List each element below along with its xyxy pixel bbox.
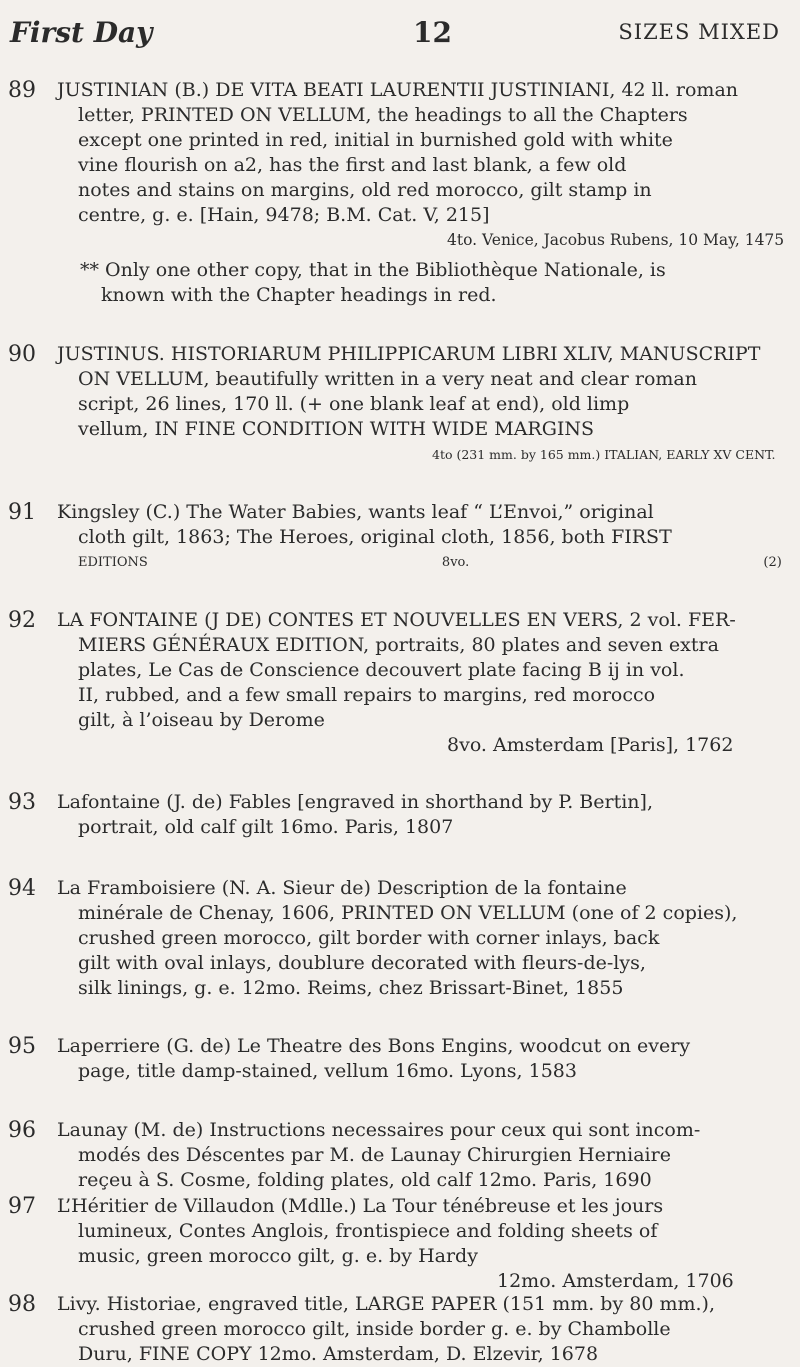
lot-line: cloth gilt, 1863; The Heroes, original cloth, 1856, both FIRST — [78, 526, 672, 548]
lot-line: Duru, FINE COPY 12mo. Amsterdam, D. Elzevir, 1678 — [78, 1343, 599, 1365]
lot-line: gilt with oval inlays, doublure decorated with fleurs-de-lys, — [78, 952, 646, 974]
lot-number: 89 — [8, 78, 36, 103]
lot-line: letter, PRINTED ON VELLUM, the headings to all the Chapters — [78, 104, 688, 126]
page-header — [10, 16, 780, 56]
lot-line: vellum, IN FINE CONDITION WITH WIDE MARGINS — [78, 418, 595, 440]
lot-imprint: 8vo. Amsterdam [Paris], 1762 — [447, 734, 734, 756]
lot-line: Livy. Historiae, engraved title, LARGE PAPER (151 mm. by 80 mm.), — [57, 1293, 715, 1315]
lot-number: 96 — [8, 1118, 36, 1143]
lot-imprint: 4to (231 mm. by 165 mm.) ITALIAN, EARLY XV CENT. — [432, 447, 776, 462]
lot-line: crushed green morocco gilt, inside border g. e. by Chambolle — [78, 1318, 671, 1340]
lot-line: modés des Déscentes par M. de Launay Chirurgien Herniaire — [78, 1144, 671, 1166]
lot-line: EDITIONS 8vo. (2) — [78, 555, 782, 570]
lot-line: lumineux, Contes Anglois, frontispiece and folding sheets of — [78, 1220, 658, 1242]
lot-number: 90 — [8, 342, 36, 367]
lot-description — [57, 500, 784, 575]
lot-description — [57, 1118, 784, 1193]
lot-number: 95 — [8, 1034, 36, 1059]
lot-line: Kingsley (C.) The Water Babies, wants leaf “ L’Envoi,” original — [57, 501, 654, 523]
note-line: known with the Chapter headings in red. — [101, 284, 497, 306]
lot-line: centre, g. e. [Hain, 9478; B.M. Cat. V, 215] — [78, 204, 490, 226]
lot-line: portrait, old calf gilt 16mo. Paris, 1807 — [78, 816, 454, 838]
lot-line: gilt, à l’oiseau by Derome — [78, 709, 325, 731]
lot-line: silk linings, g. e. 12mo. Reims, chez Brissart-Binet, 1855 — [78, 977, 624, 999]
lot-line: except one printed in red, initial in burnished gold with white — [78, 129, 673, 151]
lot-line: music, green morocco gilt, g. e. by Hardy — [78, 1245, 478, 1267]
running-head-section: SIZES MIXED — [618, 20, 780, 44]
page-number: 12 — [413, 16, 452, 49]
lot-description — [57, 790, 784, 840]
lot-description — [57, 78, 784, 253]
lot-line: crushed green morocco, gilt border with corner inlays, back — [78, 927, 660, 949]
lot-description — [57, 342, 784, 467]
lot-description — [57, 1194, 784, 1294]
lot-number: 93 — [8, 790, 36, 815]
lot-line: MIERS GÉNÉRAUX EDITION, portraits, 80 plates and seven extra — [78, 634, 719, 656]
lot-imprint: 4to. Venice, Jacobus Rubens, 10 May, 1475 — [447, 231, 785, 249]
lot-line: LA FONTAINE (J DE) CONTES ET NOUVELLES EN VERS, 2 vol. FER- — [57, 609, 736, 631]
lot-line: plates, Le Cas de Conscience decouvert plate facing B ij in vol. — [78, 659, 685, 681]
lot-line: script, 26 lines, 170 ll. (+ one blank leaf at end), old limp — [78, 393, 630, 415]
lot-description — [57, 1292, 784, 1367]
lot-line: Launay (M. de) Instructions necessaires pour ceux qui sont incom- — [57, 1119, 701, 1141]
lot-line: II, rubbed, and a few small repairs to margins, red morocco — [78, 684, 656, 706]
lot-line: vine flourish on a2, has the first and last blank, a few old — [78, 154, 627, 176]
note-line: ** Only one other copy, that in the Bibliothèque Nationale, is — [80, 259, 666, 281]
lot-line: ON VELLUM, beautifully written in a very neat and clear roman — [78, 368, 697, 390]
lot-line: Lafontaine (J. de) Fables [engraved in shorthand by P. Bertin], — [57, 791, 653, 813]
lot-number: 97 — [8, 1194, 36, 1219]
lot-description — [57, 1034, 784, 1084]
lot-line: minérale de Chenay, 1606, PRINTED ON VELLUM (one of 2 copies), — [78, 902, 738, 924]
lot-description — [57, 876, 784, 1001]
lot-number: 94 — [8, 876, 36, 901]
lot-description — [57, 608, 784, 758]
lot-number: 91 — [8, 500, 36, 525]
lot-line: JUSTINUS. HISTORIARUM PHILIPPICARUM LIBRI XLIV, MANUSCRIPT — [57, 343, 761, 365]
lot-line: La Framboisiere (N. A. Sieur de) Description de la fontaine — [57, 877, 627, 899]
lot-number: 98 — [8, 1292, 36, 1317]
running-head-day: First Day — [10, 16, 153, 49]
lot-line: notes and stains on margins, old red morocco, gilt stamp in — [78, 179, 652, 201]
lot-imprint: 12mo. Amsterdam, 1706 — [497, 1270, 734, 1292]
lot-line: reçeu à S. Cosme, folding plates, old calf 12mo. Paris, 1690 — [78, 1169, 652, 1191]
lot-line: page, title damp-stained, vellum 16mo. Lyons, 1583 — [78, 1060, 577, 1082]
lot-number: 92 — [8, 608, 36, 633]
lot-line: Laperriere (G. de) Le Theatre des Bons Engins, woodcut on every — [57, 1035, 691, 1057]
lot-line: L’Héritier de Villaudon (Mdlle.) La Tour ténébreuse et les jours — [57, 1195, 664, 1217]
lot-line: JUSTINIAN (B.) DE VITA BEATI LAURENTII JUSTINIANI, 42 ll. roman — [57, 79, 739, 101]
lot-note — [80, 258, 784, 308]
